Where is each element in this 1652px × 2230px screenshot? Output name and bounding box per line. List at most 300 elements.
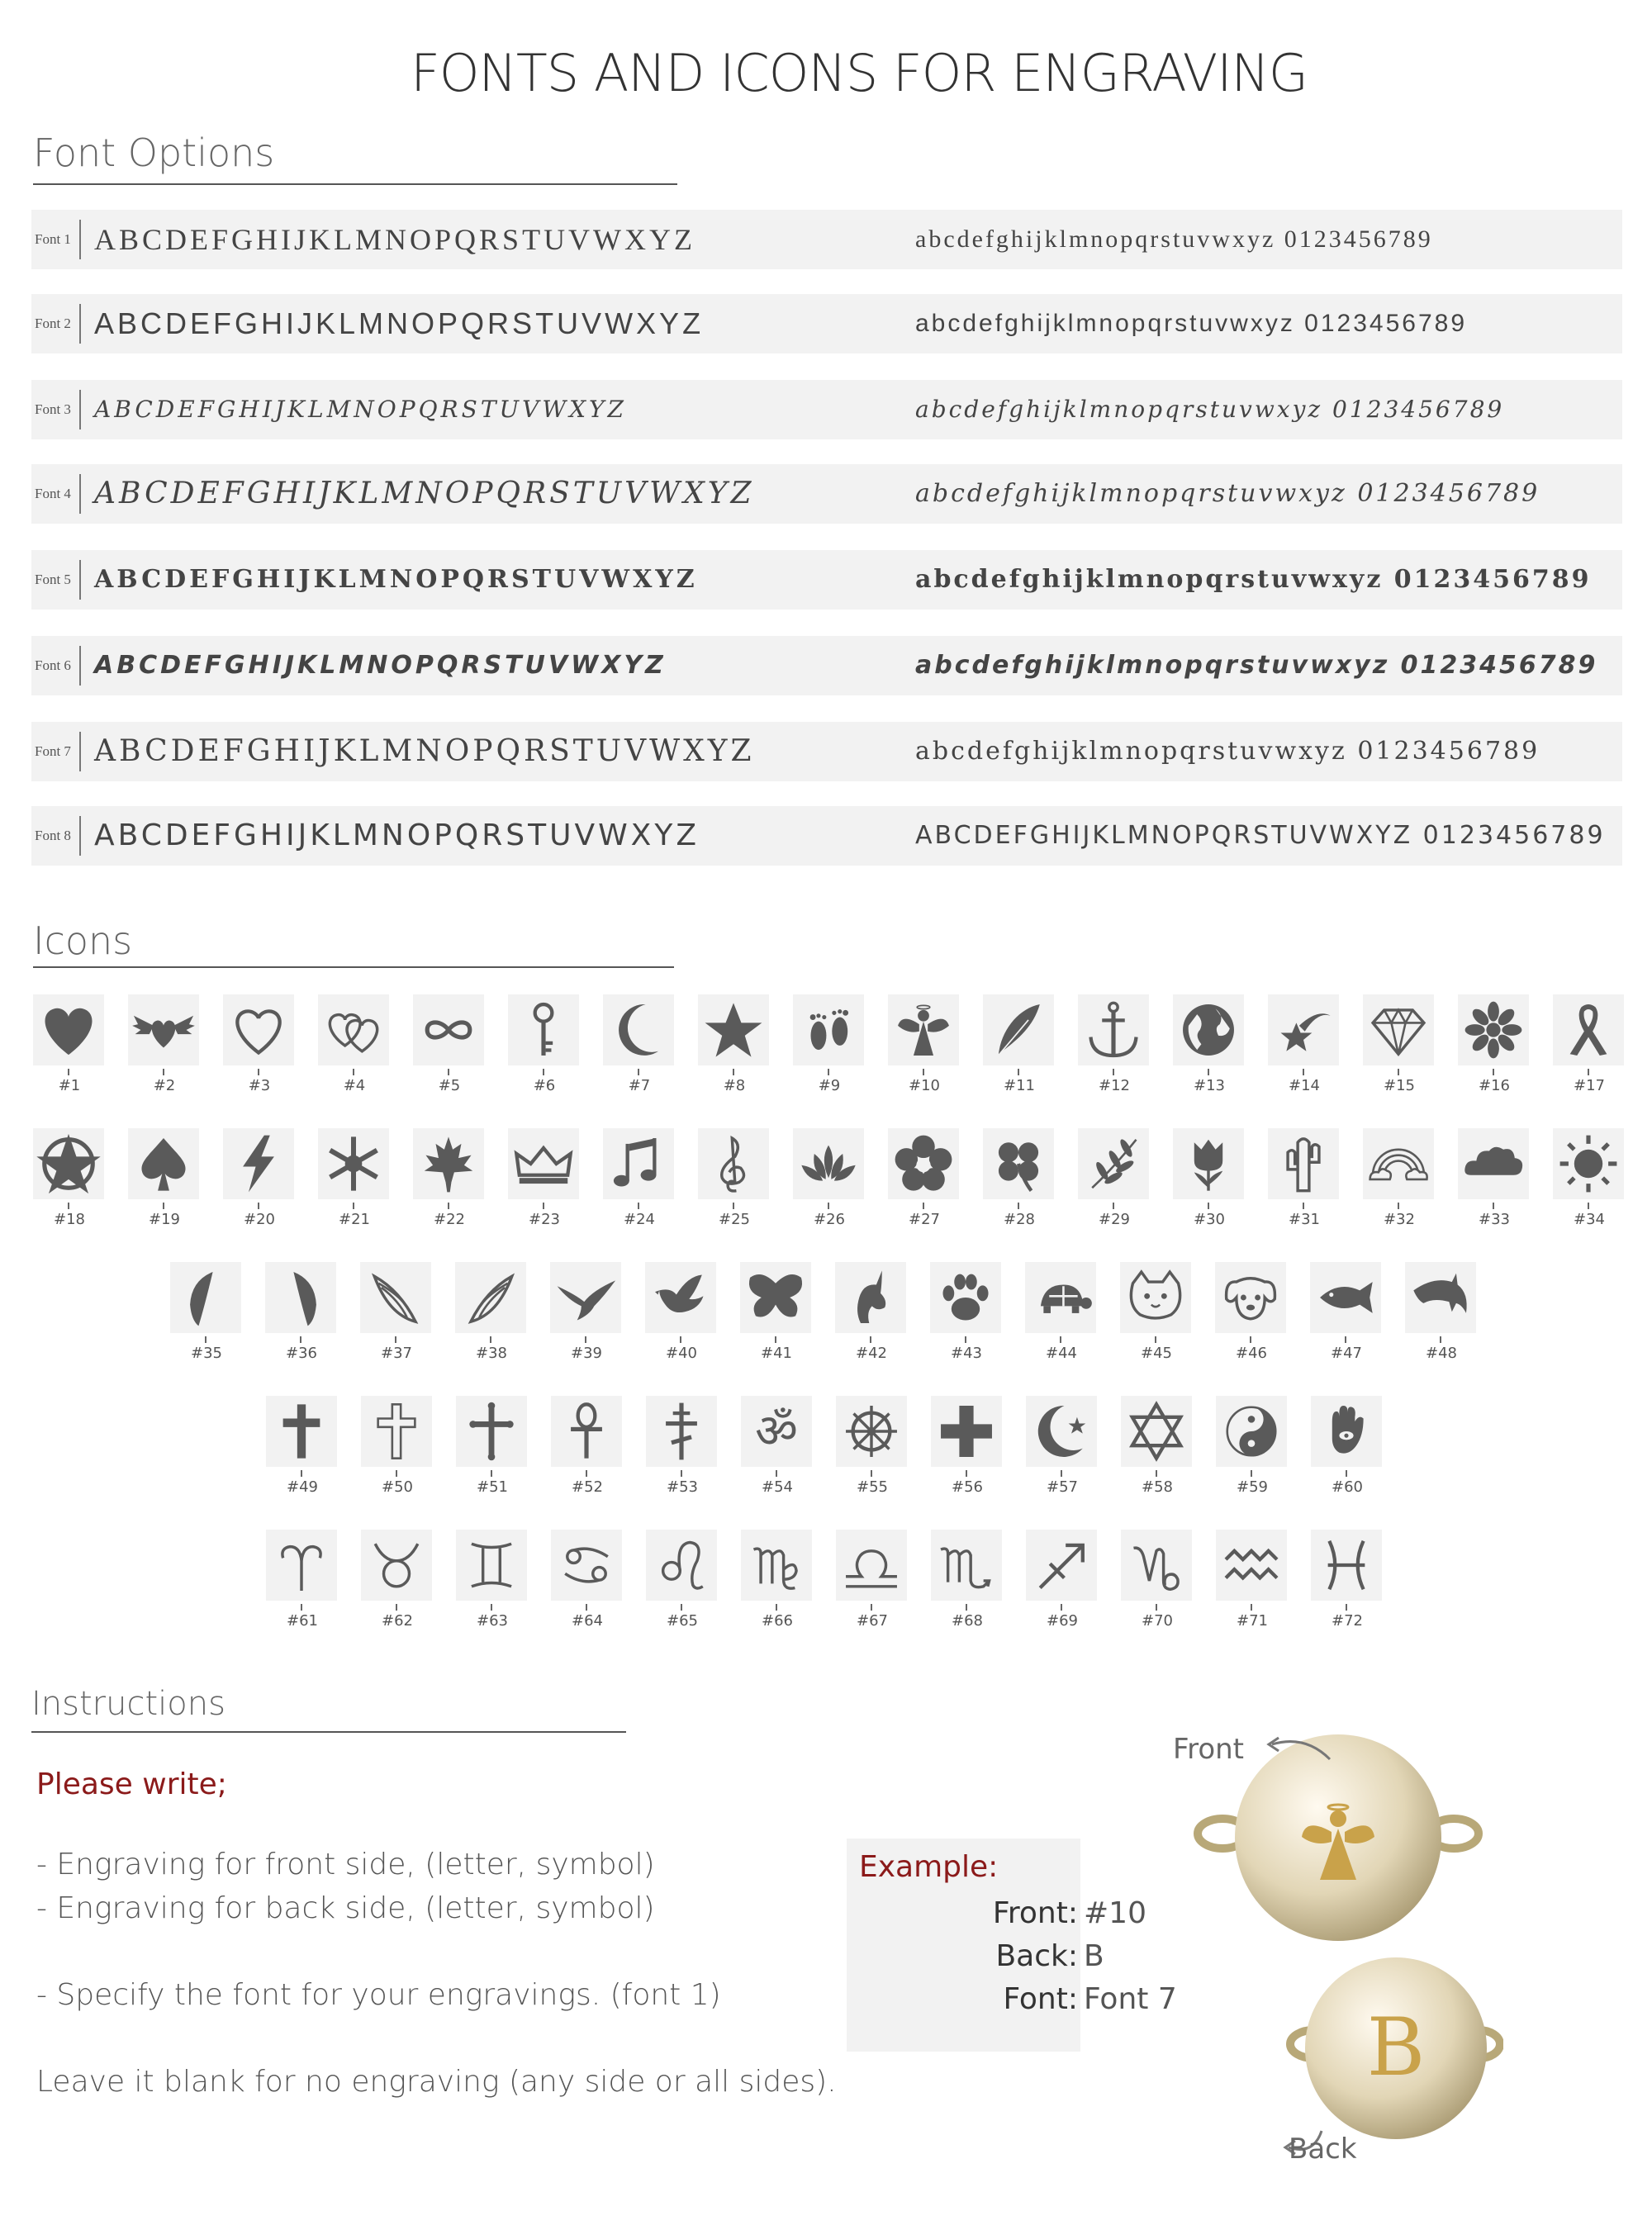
font-row-1 [31,210,1622,269]
snowflake-icon [318,1128,389,1199]
font-label: Font 1 [35,231,71,247]
icon-option-16 [1445,994,1544,1110]
icon-number: #46 [1236,1345,1267,1362]
dharma-wheel-icon [836,1396,907,1467]
wing-right-icon [265,1262,336,1333]
icon-number: #9 [818,1077,841,1094]
icon-tick [490,1336,491,1343]
icon-option-25 [685,1128,784,1244]
icon-tick [1250,1336,1251,1343]
icon-tick [586,1604,587,1611]
font-row-divider [79,816,81,856]
font-row-6 [31,636,1622,695]
front-label: Front [1173,1733,1244,1766]
icon-option-42 [822,1262,921,1378]
icon-option-70 [1108,1530,1207,1645]
icon-option-35 [157,1262,256,1378]
icon-option-38 [442,1262,541,1378]
icon-option-43 [917,1262,1016,1378]
icon-tick [1346,1470,1347,1477]
icon-tick [965,1336,966,1343]
icon-number: #54 [762,1478,793,1496]
icon-tick [966,1470,967,1477]
example-front-value: #10 [1084,1896,1146,1930]
instruction-front: - Engraving for front side, (letter, symbol) [36,1848,655,1881]
icon-tick [586,1470,587,1477]
fish-icon [1310,1262,1381,1333]
icon-option-12 [1065,994,1164,1110]
font-row-5 [31,550,1622,610]
icon-number: #59 [1237,1478,1268,1496]
icon-number: #23 [529,1211,560,1228]
icon-option-65 [633,1530,732,1645]
icon-tick [301,1470,302,1477]
font-options-divider [33,183,677,185]
icon-number: #58 [1142,1478,1173,1496]
pisces-icon [1311,1530,1382,1601]
star-of-david-icon [1121,1396,1192,1467]
please-write-label: Please write; [36,1767,227,1801]
icon-tick [543,1203,544,1209]
crescent-star-icon [1026,1396,1097,1467]
font-lowercase-sample: abcdefghijklmnopqrstuvwxyz 0123456789 [915,737,1540,766]
icon-number: #51 [477,1478,508,1496]
rainbow-icon [1363,1128,1434,1199]
icon-number: #34 [1574,1211,1605,1228]
icon-number: #12 [1099,1077,1130,1094]
back-engraving-letter: B [1366,2001,1426,2094]
icon-tick [828,1069,829,1075]
icon-number: #44 [1046,1345,1077,1362]
example-front-label: Front: [992,1896,1078,1930]
icon-number: #55 [857,1478,888,1496]
font-row-4 [31,464,1622,524]
font-label: Font 5 [35,572,71,587]
icon-tick [353,1203,354,1209]
maple-leaf-icon [413,1128,484,1199]
font-row-divider [79,220,81,259]
icon-option-27 [875,1128,974,1244]
page-title: FONTS AND ICONS FOR ENGRAVING [411,43,1308,103]
icon-option-1 [20,994,119,1110]
tulip-icon [1173,1128,1244,1199]
icon-number: #61 [287,1612,318,1630]
icon-option-55 [823,1396,922,1511]
icon-tick [966,1604,967,1611]
ribbon-icon [1553,994,1624,1065]
icon-number: #14 [1289,1077,1320,1094]
icon-number: #21 [339,1211,370,1228]
icon-number: #63 [477,1612,508,1630]
icon-number: #64 [572,1612,603,1630]
icon-option-23 [495,1128,594,1244]
icon-option-62 [348,1530,447,1645]
budded-cross-icon [456,1396,527,1467]
icon-option-48 [1392,1262,1491,1378]
icons-heading: Icons [33,918,133,963]
icon-tick [258,1203,259,1209]
flower-icon [888,1128,959,1199]
aries-icon [266,1530,337,1601]
baby-feet-icon [793,994,864,1065]
icon-option-57 [1013,1396,1112,1511]
spade-icon [128,1128,199,1199]
icon-tick [585,1336,586,1343]
icon-tick [1156,1470,1157,1477]
icon-option-11 [970,994,1069,1110]
example-back-value: B [1084,1939,1104,1973]
icon-number: #37 [381,1345,412,1362]
font-uppercase-sample: ABCDEFGHIJKLMNOPQRSTUVWXYZ [94,396,627,423]
dove-icon [645,1262,716,1333]
icon-number: #43 [951,1345,982,1362]
icon-number: #13 [1194,1077,1225,1094]
icon-number: #27 [909,1211,940,1228]
yin-yang-icon [1216,1396,1287,1467]
feather-icon [983,994,1054,1065]
icon-number: #30 [1194,1211,1225,1228]
icon-tick [828,1203,829,1209]
icon-number: #19 [149,1211,180,1228]
instructions-heading: Instructions [31,1685,225,1723]
wing-outline-right-icon [455,1262,526,1333]
cross-outline-icon [361,1396,432,1467]
icon-option-45 [1107,1262,1206,1378]
icon-tick [681,1470,682,1477]
circle-star-icon [33,1128,104,1199]
libra-icon [836,1530,907,1601]
icon-option-5 [400,994,499,1110]
icon-number: #70 [1142,1612,1173,1630]
icon-number: #15 [1384,1077,1415,1094]
icon-option-49 [253,1396,352,1511]
icon-tick [301,1604,302,1611]
icon-number: #69 [1047,1612,1078,1630]
instructions-divider [31,1731,626,1733]
turtle-icon [1025,1262,1096,1333]
font-row-divider [79,560,81,600]
heart-outline-icon [223,994,294,1065]
icon-tick [300,1336,301,1343]
icon-option-20 [210,1128,309,1244]
icon-number: #1 [58,1077,81,1094]
icon-tick [1018,1203,1019,1209]
icon-number: #22 [434,1211,465,1228]
double-heart-icon [318,994,389,1065]
example-back-label: Back: [995,1939,1078,1973]
icon-option-14 [1255,994,1354,1110]
icon-option-22 [400,1128,499,1244]
icon-tick [1251,1604,1252,1611]
icon-tick [1113,1069,1114,1075]
icon-option-33 [1445,1128,1544,1244]
star-icon [698,994,769,1065]
mandala-icon [1458,994,1529,1065]
icon-number: #68 [952,1612,983,1630]
icon-number: #16 [1479,1077,1510,1094]
icon-number: #29 [1099,1211,1130,1228]
icon-number: #66 [762,1612,793,1630]
icon-number: #36 [286,1345,317,1362]
icon-number: #18 [54,1211,85,1228]
icon-option-54 [728,1396,827,1511]
icon-tick [1303,1069,1304,1075]
shooting-star-icon [1268,994,1339,1065]
icon-number: #53 [667,1478,698,1496]
cloud-icon [1458,1128,1529,1199]
font-label: Font 3 [35,401,71,417]
font-label: Font 8 [35,828,71,843]
icon-tick [163,1069,164,1075]
icon-tick [491,1470,492,1477]
icon-tick [638,1069,639,1075]
font-label: Font 4 [35,486,71,501]
icon-option-26 [780,1128,879,1244]
example-font-label: Font: [1003,1982,1078,2016]
icon-option-34 [1540,1128,1639,1244]
icon-number: #41 [761,1345,792,1362]
icon-tick [396,1470,397,1477]
icon-option-52 [538,1396,637,1511]
virgo-icon [741,1530,812,1601]
icon-option-24 [590,1128,689,1244]
icon-tick [258,1069,259,1075]
icon-tick [1208,1069,1209,1075]
font-row-divider [79,732,81,771]
icon-option-63 [443,1530,542,1645]
icon-option-56 [918,1396,1017,1511]
font-uppercase-sample: ABCDEFGHIJKLMNOPQRSTUVWXYZ [94,818,700,852]
icon-tick [205,1336,206,1343]
icon-number: #20 [244,1211,275,1228]
icon-tick [1588,1069,1589,1075]
font-options-heading: Font Options [33,130,275,175]
icon-tick [353,1069,354,1075]
font-row-divider [79,304,81,344]
icon-number: #17 [1574,1077,1605,1094]
icon-tick [1345,1336,1346,1343]
wing-left-icon [170,1262,241,1333]
icon-option-64 [538,1530,637,1645]
sun-icon [1553,1128,1624,1199]
font-uppercase-sample: ABCDEFGHIJKLMNOPQRSTUVWXYZ [94,651,667,680]
icon-tick [871,1470,872,1477]
icon-tick [923,1069,924,1075]
treble-clef-icon [698,1128,769,1199]
icon-option-39 [537,1262,636,1378]
icon-number: #57 [1047,1478,1078,1496]
font-uppercase-sample: ABCDEFGHIJKLMNOPQRSTUVWXYZ [94,565,698,594]
icon-tick [1018,1069,1019,1075]
capricorn-icon [1121,1530,1192,1601]
dog-icon [1215,1262,1286,1333]
olive-branch-icon [1078,1128,1149,1199]
gemini-icon [456,1530,527,1601]
icon-tick [1155,1336,1156,1343]
icon-option-32 [1350,1128,1449,1244]
icon-number: #10 [909,1077,940,1094]
icon-tick [1493,1069,1494,1075]
winged-heart-icon [128,994,199,1065]
icons-divider [33,966,674,968]
bead-illustration-svg [1173,1726,1503,2189]
icon-option-9 [780,994,879,1110]
icon-tick [733,1069,734,1075]
font-label: Font 7 [35,743,71,759]
icon-option-67 [823,1530,922,1645]
icon-option-7 [590,994,689,1110]
icon-number: #8 [723,1077,746,1094]
cactus-icon [1268,1128,1339,1199]
svg-text:ॐ: ॐ [755,1403,798,1459]
product-illustration [1173,1726,1503,2189]
icon-tick [733,1203,734,1209]
icon-option-44 [1012,1262,1111,1378]
globe-icon [1173,994,1244,1065]
moon-icon [603,994,674,1065]
icon-tick [923,1203,924,1209]
icon-tick [775,1336,776,1343]
sagittarius-icon [1026,1530,1097,1601]
icon-option-59 [1203,1396,1302,1511]
lotus-icon [793,1128,864,1199]
icon-option-31 [1255,1128,1354,1244]
font-uppercase-sample: ABCDEFGHIJKLMNOPQRSTUVWXYZ [94,477,755,510]
icon-option-8 [685,994,784,1110]
icon-number: #71 [1237,1612,1268,1630]
icon-tick [1156,1604,1157,1611]
icon-number: #49 [287,1478,318,1496]
greek-cross-icon [931,1396,1002,1467]
icon-tick [448,1069,449,1075]
heart-icon [33,994,104,1065]
icon-option-60 [1298,1396,1397,1511]
icon-number: #6 [533,1077,556,1094]
example-title: Example: [859,1850,999,1884]
icon-option-53 [633,1396,732,1511]
icon-tick [1346,1604,1347,1611]
icon-number: #7 [628,1077,651,1094]
icon-tick [396,1604,397,1611]
icon-option-2 [115,994,214,1110]
clover-icon [983,1128,1054,1199]
leo-icon [646,1530,717,1601]
font-uppercase-sample: ABCDEFGHIJKLMNOPQRSTUVWXYZ [94,223,696,256]
font-uppercase-sample: ABCDEFGHIJKLMNOPQRSTUVWXYZ [94,306,705,340]
icon-tick [163,1203,164,1209]
icon-option-37 [347,1262,446,1378]
ankh-icon [551,1396,622,1467]
icon-tick [871,1604,872,1611]
font-uppercase-sample: ABCDEFGHIJKLMNOPQRSTUVWXYZ [94,734,755,768]
icon-tick [1398,1069,1399,1075]
bird-icon [550,1262,621,1333]
taurus-icon [361,1530,432,1601]
font-lowercase-sample: abcdefghijklmnopqrstuvwxyz 0123456789 [915,396,1505,423]
icon-option-17 [1540,994,1639,1110]
icon-number: #39 [571,1345,602,1362]
font-row-3 [31,380,1622,439]
icon-number: #52 [572,1478,603,1496]
icon-number: #28 [1004,1211,1035,1228]
icon-tick [491,1604,492,1611]
icon-tick [680,1336,681,1343]
diamond-icon [1363,994,1434,1065]
scorpio-icon [931,1530,1002,1601]
icon-tick [1251,1470,1252,1477]
icon-number: #32 [1384,1211,1415,1228]
font-row-divider [79,646,81,686]
font-lowercase-sample: abcdefghijklmnopqrstuvwxyz 0123456789 [915,225,1433,253]
butterfly-icon [740,1262,811,1333]
icon-tick [1588,1203,1589,1209]
instruction-blank: Leave it blank for no engraving (any side or all sides). [36,2065,837,2099]
icon-option-68 [918,1530,1017,1645]
icon-option-13 [1160,994,1259,1110]
icon-tick [1061,1470,1062,1477]
icon-option-29 [1065,1128,1164,1244]
angel-icon [888,994,959,1065]
font-row-2 [31,294,1622,353]
font-row-divider [79,390,81,429]
icon-option-19 [115,1128,214,1244]
font-row-8 [31,806,1622,866]
icon-tick [1061,1604,1062,1611]
cross-icon [266,1396,337,1467]
icon-option-15 [1350,994,1449,1110]
icon-option-51 [443,1396,542,1511]
icon-number: #45 [1141,1345,1172,1362]
icon-number: #26 [814,1211,845,1228]
icon-option-10 [875,994,974,1110]
icon-option-4 [305,994,404,1110]
font-lowercase-sample: ABCDEFGHIJKLMNOPQRSTUVWXYZ 0123456789 [915,821,1606,850]
icon-option-18 [20,1128,119,1244]
hamsa-icon [1311,1396,1382,1467]
font-label: Font 6 [35,657,71,673]
icon-tick [776,1470,777,1477]
example-font-value: Font 7 [1084,1982,1177,2016]
icon-tick [395,1336,396,1343]
icon-number: #47 [1331,1345,1362,1362]
om-icon [741,1396,812,1467]
lightning-icon [223,1128,294,1199]
icon-tick [68,1069,69,1075]
icon-tick [1493,1203,1494,1209]
instruction-font: - Specify the font for your engravings. (font 1) [36,1978,721,2012]
instruction-back: - Engraving for back side, (letter, symbol) [36,1891,655,1925]
paw-icon [930,1262,1001,1333]
icon-tick [1440,1336,1441,1343]
icon-number: #72 [1332,1612,1363,1630]
dolphin-icon [1405,1262,1476,1333]
font-row-7 [31,722,1622,781]
icon-option-71 [1203,1530,1302,1645]
icon-tick [1060,1336,1061,1343]
icon-number: #24 [624,1211,655,1228]
aquarius-icon [1216,1530,1287,1601]
icon-tick [1398,1203,1399,1209]
icon-number: #4 [343,1077,366,1094]
icon-tick [68,1203,69,1209]
icon-tick [448,1203,449,1209]
icon-option-28 [970,1128,1069,1244]
font-lowercase-sample: abcdefghijklmnopqrstuvwxyz 0123456789 [915,310,1468,337]
orthodox-cross-icon [646,1396,717,1467]
font-lowercase-sample: abcdefghijklmnopqrstuvwxyz 0123456789 [915,565,1592,594]
key-icon [508,994,579,1065]
music-note-icon [603,1128,674,1199]
